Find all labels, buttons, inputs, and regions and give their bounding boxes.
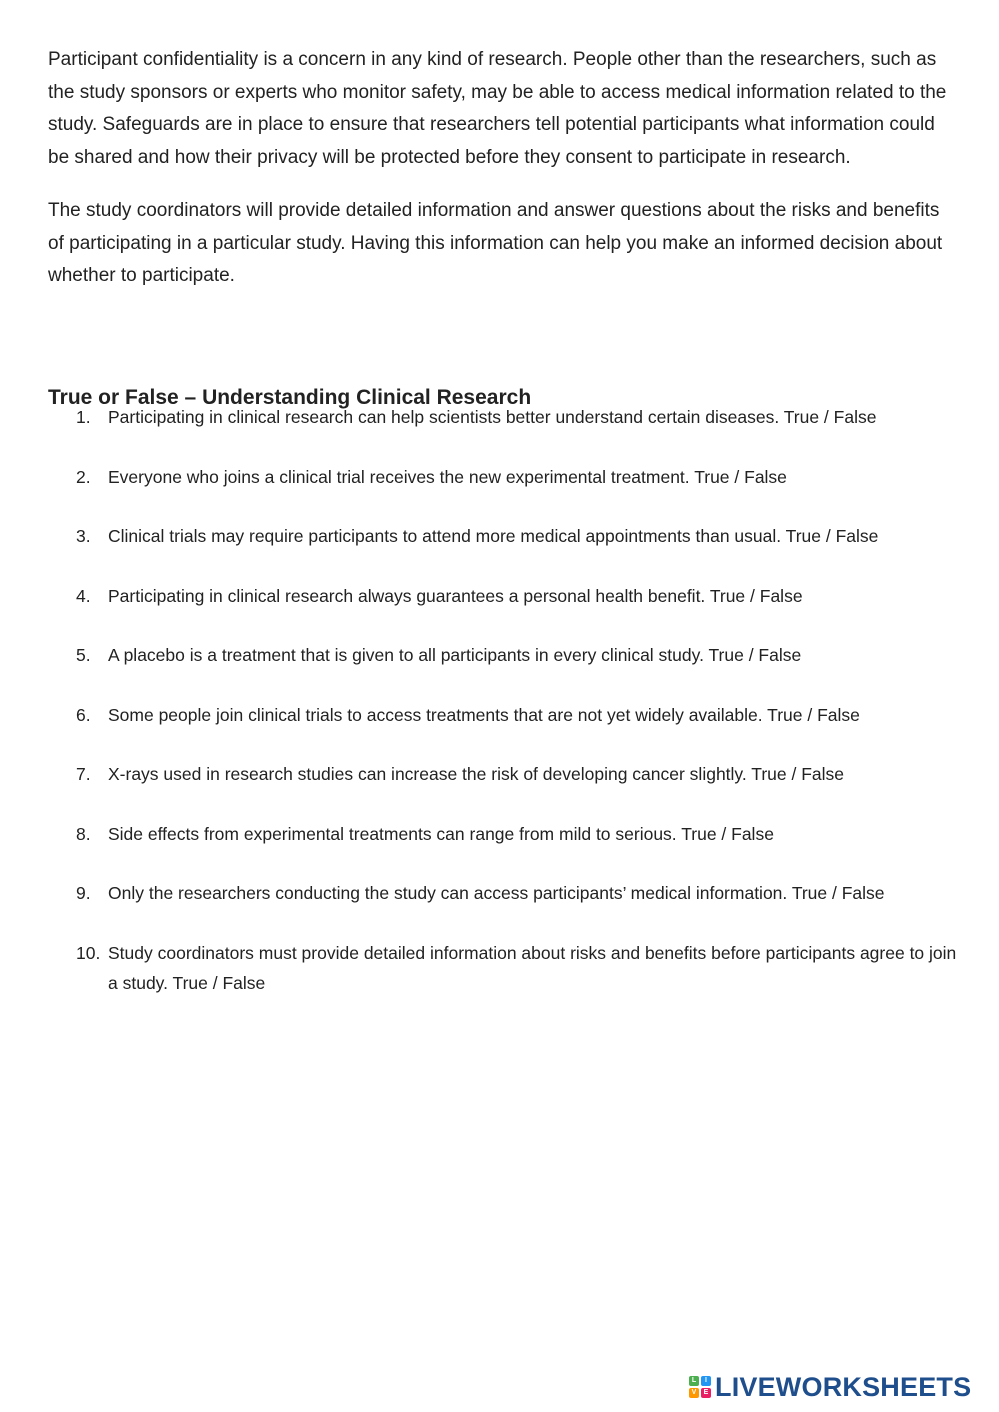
logo-grid-cell: I xyxy=(701,1376,711,1386)
quiz-item-4 xyxy=(78,581,958,611)
logo-grid-cell: V xyxy=(689,1388,699,1398)
quiz-item-number: 2. xyxy=(76,466,91,487)
quiz-item-number: 4. xyxy=(76,585,91,606)
true-false-list xyxy=(78,402,958,1027)
quiz-item-1 xyxy=(78,402,958,432)
liveworksheets-logo xyxy=(689,1372,971,1402)
quiz-item-text: Clinical trials may require participants to attend more medical appointments than usual. True / False xyxy=(108,526,879,546)
quiz-item-9 xyxy=(78,878,958,908)
quiz-item-number: 3. xyxy=(76,526,91,546)
quiz-item-number: 6. xyxy=(76,704,91,725)
quiz-item-6 xyxy=(78,700,958,730)
logo-text: LIVEWORKSHEETS xyxy=(715,1371,972,1402)
quiz-item-5 xyxy=(78,640,958,670)
quiz-item-10 xyxy=(78,938,958,998)
quiz-item-8 xyxy=(78,819,958,849)
quiz-item-2 xyxy=(78,462,958,492)
coordinators-paragraph: The study coordinators will provide detailed information and answer questions about the risks and benefits of participating in a particular study. Having this information can help you make an informed decision about whether to participate. xyxy=(48,200,943,286)
quiz-item-text: Study coordinators must provide detailed information about risks and benefits before participants agree to join a study. True / False xyxy=(108,942,957,993)
quiz-item-3 xyxy=(78,521,958,551)
quiz-item-text: A placebo is a treatment that is given to all participants in every clinical study. True / False xyxy=(108,645,802,665)
quiz-item-number: 5. xyxy=(76,645,91,665)
quiz-item-7 xyxy=(78,759,958,789)
quiz-item-number: 8. xyxy=(76,823,91,844)
quiz-item-text: Only the researchers conducting the study can access participants’ medical information. True / False xyxy=(108,883,885,903)
quiz-item-text: Participating in clinical research can help scientists better understand certain diseases. True / False xyxy=(108,407,877,427)
quiz-item-number: 7. xyxy=(76,764,91,784)
logo-grid-cell: E xyxy=(701,1388,711,1398)
logo-grid-icon xyxy=(689,1376,711,1398)
quiz-title: True or False – Understanding Clinical Research xyxy=(48,386,532,409)
quiz-item-text: Side effects from experimental treatments can range from mild to serious. True / False xyxy=(108,823,774,844)
quiz-item-number: 1. xyxy=(76,407,91,427)
quiz-item-number: 9. xyxy=(76,883,91,903)
confidentiality-paragraph: Participant confidentiality is a concern in any kind of research. People other than the researchers, such as the study sponsors or experts who monitor safety, may be able to access medical information related to the study. Safeguards are in place to ensure that researchers tell potential participants what information could be shared and how their privacy will be protected before they consent to participate in research. xyxy=(48,49,947,168)
quiz-item-text: Everyone who joins a clinical trial receives the new experimental treatment. True / False xyxy=(108,466,787,487)
quiz-item-text: Some people join clinical trials to access treatments that are not yet widely available. True / False xyxy=(108,704,860,725)
logo-grid-cell: L xyxy=(689,1376,699,1386)
quiz-item-text: Participating in clinical research always guarantees a personal health benefit. True / False xyxy=(108,585,803,606)
quiz-item-number: 10. xyxy=(76,942,101,963)
worksheet-page xyxy=(48,44,957,993)
quiz-item-text: X-rays used in research studies can increase the risk of developing cancer slightly. True / False xyxy=(108,764,844,784)
